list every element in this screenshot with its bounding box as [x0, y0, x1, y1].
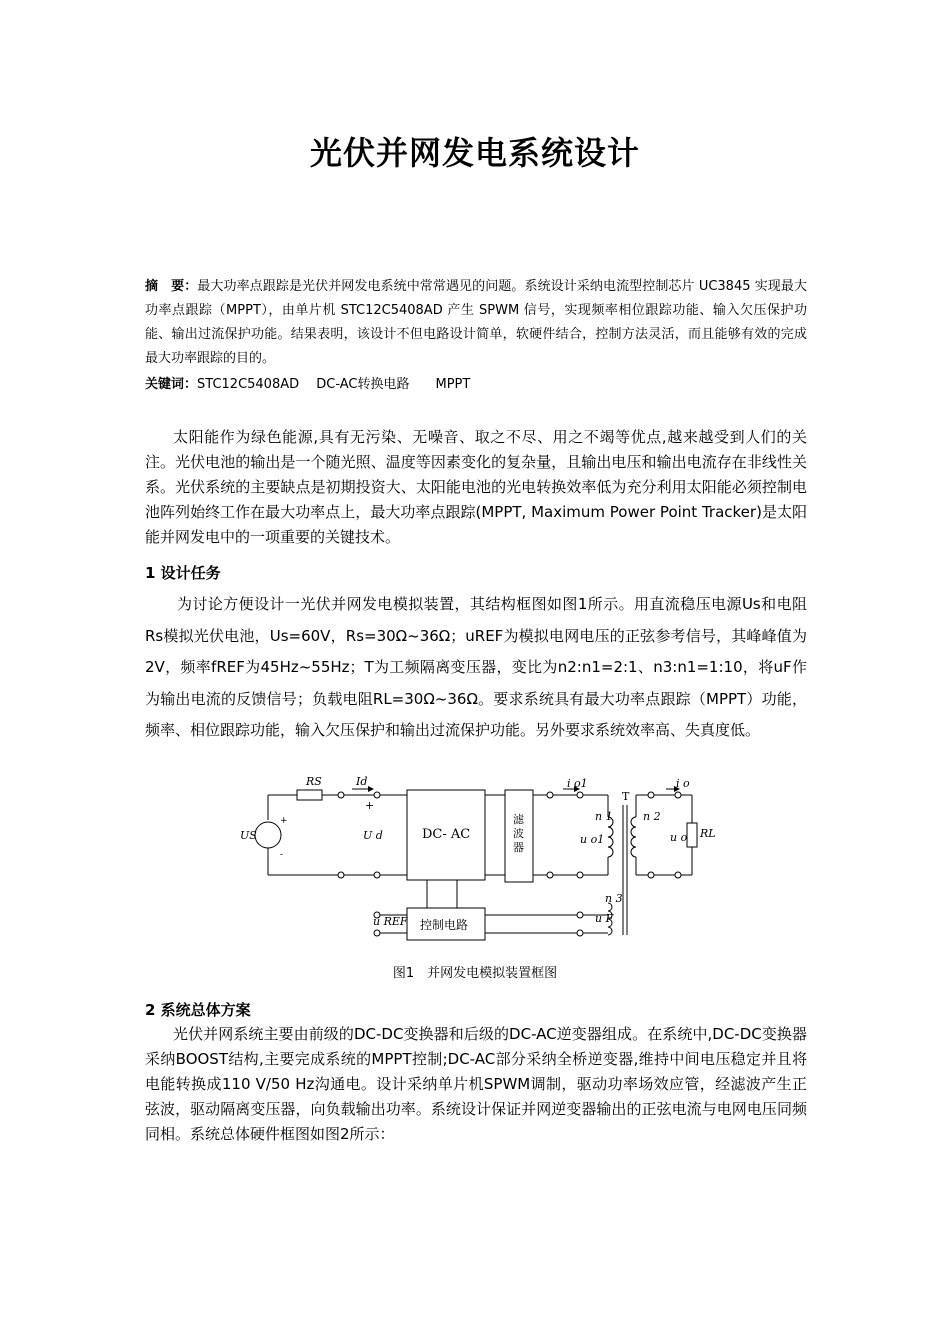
id-arrow — [368, 786, 374, 792]
terminal-bottom-right — [374, 872, 380, 878]
figure1-caption: 图1 并网发电模拟装置框图 — [392, 966, 558, 981]
terminal-io-left — [648, 792, 654, 798]
label-plus: + — [365, 799, 375, 812]
section1-heading: 1 设计任务 — [145, 564, 221, 582]
label-control-circuit: 控制电路 — [420, 918, 469, 932]
rl-resistor — [687, 823, 697, 847]
us-source — [255, 822, 281, 848]
label-filter-2: 波 — [513, 827, 524, 840]
label-uf: u F — [595, 912, 614, 925]
keywords-label: 关键词： — [145, 377, 198, 392]
label-n1: n 1 — [595, 810, 613, 823]
terminal-uf-bottom — [577, 930, 583, 936]
terminal-bottom-out-left — [648, 872, 654, 878]
label-id: Id — [356, 775, 368, 788]
figure1-circuit-diagram — [230, 775, 730, 945]
winding-n2 — [631, 817, 636, 857]
label-io1: i o1 — [567, 777, 588, 790]
intro-paragraph: 太阳能作为绿色能源,具有无污染、无噪音、取之不尽、用之不竭等优点,越来越受到人们的关注。光伏电池的输出是一个随光照、温度等因素变化的复杂量，且输出电压和输出电流存在非线性关系。光伏系统的主要缺点是初期投资大、太阳能电池的光电转换效率低为充分利用太阳能必须控制电池阵列始终工作在最大功率点上，最大功率点跟踪(MPPT, Maximum Power Point Tracker)是太阳能并网发电中的一项重要的关键技术。 — [145, 428, 807, 546]
label-n3: n 3 — [605, 892, 623, 905]
terminal-io1-left — [547, 792, 553, 798]
label-t: T — [622, 790, 630, 803]
winding-n1 — [608, 817, 613, 857]
label-uo1: u o1 — [580, 833, 605, 846]
abstract-label: 摘 要： — [145, 279, 198, 294]
section2-heading: 2 系统总体方案 — [145, 1001, 251, 1019]
label-filter-3: 器 — [513, 841, 524, 854]
terminal-bottom-filter-left — [547, 872, 553, 878]
terminal-top-left — [338, 792, 344, 798]
label-filter-1: 滤 — [513, 813, 524, 826]
terminal-io1-right — [577, 792, 583, 798]
label-ud: U d — [363, 829, 383, 842]
label-source-plus: + — [280, 816, 288, 826]
label-source-minus: - — [280, 850, 284, 860]
terminal-uref-bottom — [374, 930, 380, 936]
terminal-bottom-out-right — [675, 872, 681, 878]
label-rs: RS — [306, 775, 322, 788]
terminal-bottom-left — [338, 872, 344, 878]
label-dcac: DC- AC — [422, 827, 471, 842]
document-title: 光伏并网发电系统设计 — [309, 134, 640, 172]
label-n2: n 2 — [643, 810, 661, 823]
terminal-top-right — [374, 792, 380, 798]
label-io: i o — [676, 777, 690, 790]
terminal-io-right — [675, 792, 681, 798]
label-us: US — [240, 829, 257, 842]
rs-resistor — [297, 790, 322, 800]
keywords-text: STC12C5408AD DC-AC转换电路 MPPT — [197, 377, 471, 392]
label-uo: u o — [670, 831, 688, 844]
section2-paragraph: 光伏并网系统主要由前级的DC-DC变换器和后级的DC-AC逆变器组成。在系统中,DC-DC变换器采纳BOOST结构,主要完成系统的MPPT控制;DC-AC部分采纳全桥逆变器,维持中间电压稳定并且将电能转换成110 V/50 Hz沟通电。设计采纳单片机SPWM调制，驱动功率场效应管，经滤波产生正弦波，驱动隔离变压器，向负载输出功率。系统设计保证并网逆变器输出的正弦电流与电网电压同频同相。系统总体硬件框图如图2所示： — [145, 1025, 807, 1143]
terminal-uf-top — [577, 912, 583, 918]
abstract-text: 最大功率点跟踪是光伏并网发电系统中常常遇见的问题。系统设计采纳电流型控制芯片 UC3845 实现最大功率点跟踪（MPPT），由单片机 STC12C5408AD 产生 SPWM 信号，实现频率相位跟踪功能、输入欠压保护功能、输出过流保护功能。结果表明，该设计不但电路设计简单，软硬件结合，控制方法灵活，而且能够有效的完成最大功率跟踪的目的。 — [145, 279, 807, 366]
section1-paragraph: 为讨论方便设计一光伏并网发电模拟装置，其结构框图如图1所示。用直流稳压电源Us和电阻Rs模拟光伏电池，Us=60V，Rs=30Ω~36Ω；uREF为模拟电网电压的正弦参考信号，其峰峰值为2V，频率fREF为45Hz~55Hz；T为工频隔离变压器，变比为n2:n1=2:1、n3:n1=1:10，将uF作为输出电流的反馈信号；负载电阻RL=30Ω~36Ω。要求系统具有最大功率点跟踪（MPPT）功能，频率、相位跟踪功能，输入欠压保护和输出过流保护功能。另外要求系统效率高、失真度低。 — [145, 595, 807, 739]
terminal-bottom-filter-right — [577, 872, 583, 878]
label-uref: u REF — [373, 915, 408, 928]
abstract — [145, 275, 807, 371]
keywords — [145, 373, 470, 397]
label-rl: RL — [700, 827, 716, 840]
